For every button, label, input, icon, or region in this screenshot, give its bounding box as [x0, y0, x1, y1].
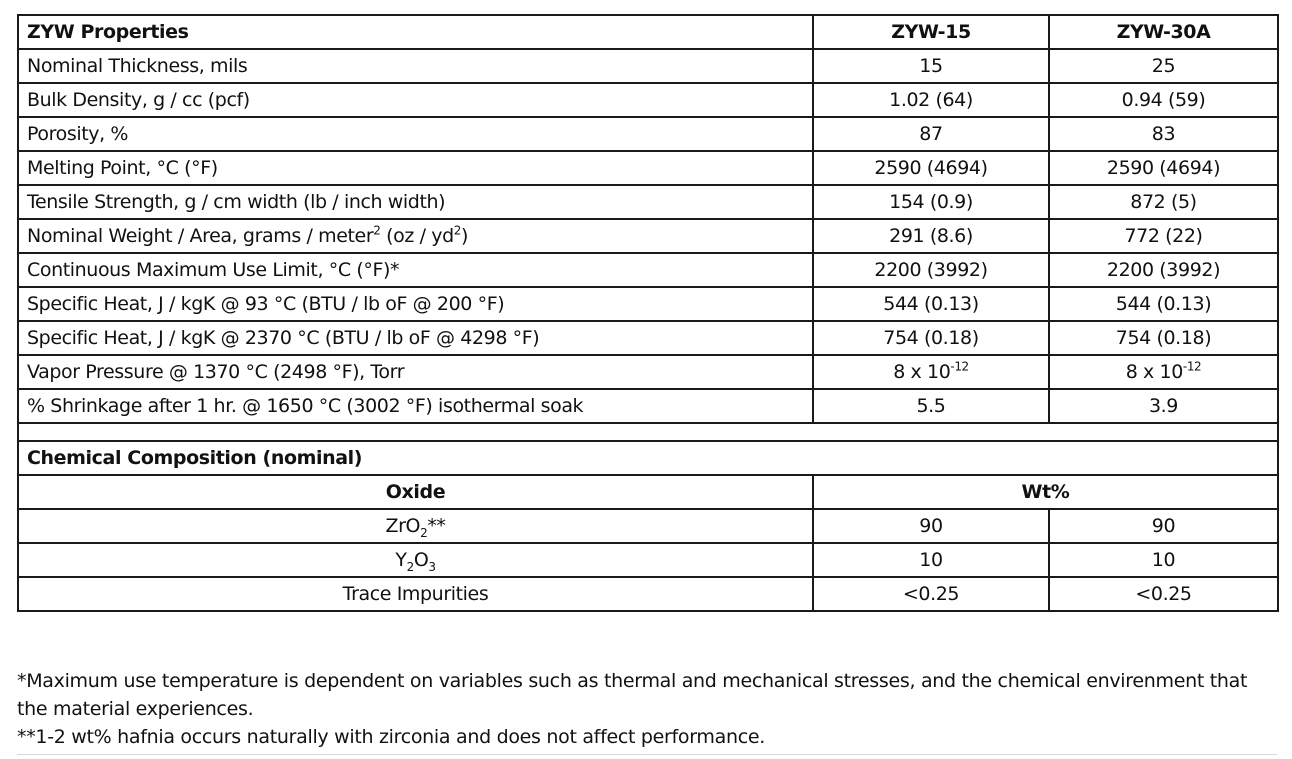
table-row	[18, 151, 1278, 185]
row-value-zyw-15: <0.25	[813, 577, 1049, 611]
value-base: 8 x 10	[1125, 361, 1183, 383]
row-label: % Shrinkage after 1 hr. @ 1650 °C (3002 °F) isothermal soak	[18, 389, 813, 423]
formula-part: **	[427, 515, 446, 537]
row-value-zyw-30a: 772 (22)	[1049, 219, 1278, 253]
header-row	[18, 15, 1278, 49]
row-value-zyw-30a: 2590 (4694)	[1049, 151, 1278, 185]
value-base: 8 x 10	[893, 361, 951, 383]
row-value-zyw-15: 87	[813, 117, 1049, 151]
row-value-zyw-30a: 25	[1049, 49, 1278, 83]
row-value-zyw-30a: 2200 (3992)	[1049, 253, 1278, 287]
header-label: ZYW Properties	[18, 15, 813, 49]
table-row	[18, 509, 1278, 543]
row-label: Melting Point, °C (°F)	[18, 151, 813, 185]
table-row	[18, 355, 1278, 389]
row-value-zyw-15: 2200 (3992)	[813, 253, 1049, 287]
chemical-title: Chemical Composition (nominal)	[18, 441, 1278, 475]
row-value-zyw-15	[813, 355, 1049, 389]
row-value-zyw-30a: 872 (5)	[1049, 185, 1278, 219]
formula-part: ZrO	[385, 515, 421, 537]
row-value-zyw-30a: 754 (0.18)	[1049, 321, 1278, 355]
table-row	[18, 389, 1278, 423]
superscript: 2	[373, 223, 381, 238]
row-label: Tensile Strength, g / cm width (lb / inch width)	[18, 185, 813, 219]
bottom-divider	[17, 754, 1277, 755]
header-wt-percent: Wt%	[813, 475, 1278, 509]
header-oxide: Oxide	[18, 475, 813, 509]
row-value-zyw-15: 10	[813, 543, 1049, 577]
row-value-zyw-30a: <0.25	[1049, 577, 1278, 611]
superscript: 2	[453, 223, 462, 238]
label-part: )	[461, 225, 469, 247]
row-value-zyw-15: 90	[813, 509, 1049, 543]
table-row	[18, 543, 1278, 577]
formula-part: O	[413, 549, 429, 571]
oxide-name: Trace Impurities	[18, 577, 813, 611]
row-label: Specific Heat, J / kgK @ 2370 °C (BTU / lb oF @ 4298 °F)	[18, 321, 813, 355]
subscript: 3	[428, 559, 436, 574]
row-value-zyw-30a: 83	[1049, 117, 1278, 151]
row-label: Porosity, %	[18, 117, 813, 151]
spacer-row	[18, 423, 1278, 441]
footnote-max-use: *Maximum use temperature is dependent on variables such as thermal and mechanical stresses, and the chemical envirenment that the material experiences.	[17, 670, 1248, 720]
row-value-zyw-30a: 544 (0.13)	[1049, 287, 1278, 321]
row-value-zyw-15: 15	[813, 49, 1049, 83]
formula-part: Y	[395, 549, 407, 571]
exponent: -12	[950, 359, 969, 374]
row-label: Bulk Density, g / cc (pcf)	[18, 83, 813, 117]
table-row	[18, 577, 1278, 611]
oxide-name	[18, 543, 813, 577]
table-row	[18, 219, 1278, 253]
subscript: 2	[406, 559, 414, 574]
row-value-zyw-30a: 0.94 (59)	[1049, 83, 1278, 117]
row-value-zyw-15: 544 (0.13)	[813, 287, 1049, 321]
row-label	[18, 219, 813, 253]
row-label: Vapor Pressure @ 1370 °C (2498 °F), Torr	[18, 355, 813, 389]
row-value-zyw-15: 754 (0.18)	[813, 321, 1049, 355]
chemical-title-row	[18, 441, 1278, 475]
header-col-zyw-30a: ZYW-30A	[1049, 15, 1278, 49]
spacer-cell	[18, 423, 1278, 441]
table-row	[18, 287, 1278, 321]
chemical-header-row	[18, 475, 1278, 509]
table-row	[18, 321, 1278, 355]
row-value-zyw-15: 154 (0.9)	[813, 185, 1049, 219]
header-col-zyw-15: ZYW-15	[813, 15, 1049, 49]
footnote-hafnia: **1-2 wt% hafnia occurs naturally with zirconia and does not affect performance.	[17, 726, 766, 748]
oxide-name	[18, 509, 813, 543]
row-value-zyw-30a: 90	[1049, 509, 1278, 543]
row-value-zyw-15: 291 (8.6)	[813, 219, 1049, 253]
table-row	[18, 49, 1278, 83]
row-value-zyw-15: 5.5	[813, 389, 1049, 423]
table-row	[18, 117, 1278, 151]
table-row	[18, 185, 1278, 219]
exponent: -12	[1182, 359, 1202, 374]
table-row	[18, 83, 1278, 117]
row-value-zyw-30a: 10	[1049, 543, 1278, 577]
row-value-zyw-15: 2590 (4694)	[813, 151, 1049, 185]
footnotes	[17, 667, 1279, 751]
row-value-zyw-15: 1.02 (64)	[813, 83, 1049, 117]
subscript: 2	[420, 525, 428, 540]
table-row	[18, 253, 1278, 287]
row-label: Continuous Maximum Use Limit, °C (°F)*	[18, 253, 813, 287]
row-value-zyw-30a: 3.9	[1049, 389, 1278, 423]
row-value-zyw-30a	[1049, 355, 1278, 389]
row-label: Specific Heat, J / kgK @ 93 °C (BTU / lb oF @ 200 °F)	[18, 287, 813, 321]
label-part: (oz / yd	[380, 225, 454, 247]
row-label: Nominal Thickness, mils	[18, 49, 813, 83]
properties-table	[17, 14, 1279, 612]
label-part: Nominal Weight / Area, grams / meter	[27, 225, 374, 247]
